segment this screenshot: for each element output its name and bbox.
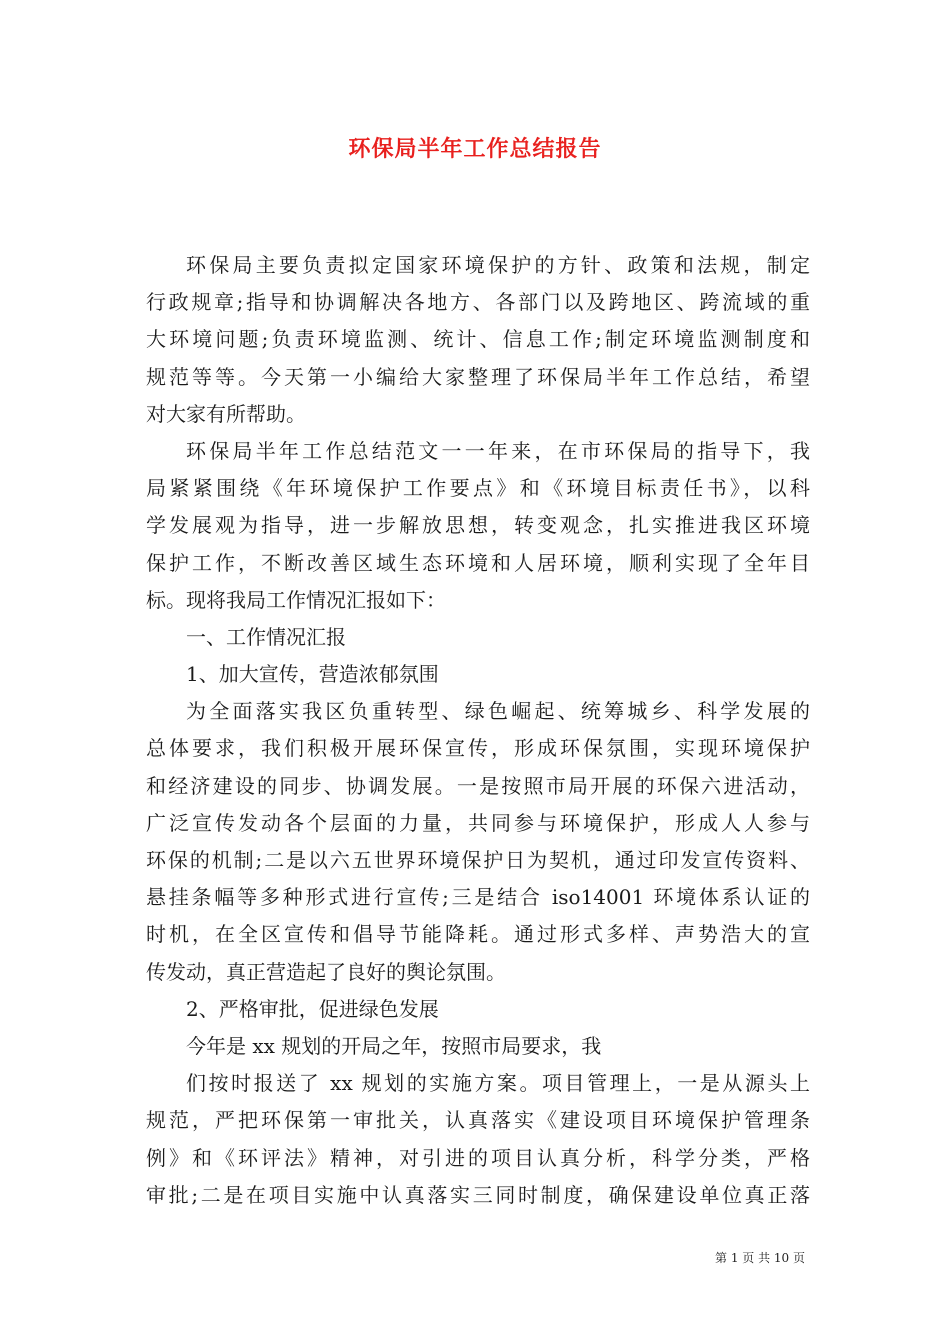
body-line: 规范等等。今天第一小编给大家整理了环保局半年工作总结，希望 bbox=[146, 364, 810, 389]
body-line: 标。现将我局工作情况汇报如下： bbox=[146, 587, 446, 612]
body-line: 行政规章;指导和协调解决各地方、各部门以及跨地区、跨流域的重 bbox=[146, 290, 810, 315]
body-line: 今年是 xx 规划的开局之年，按照市局要求，我 bbox=[186, 1033, 602, 1058]
body-line: 环保的机制;二是以六五世界环境保护日为契机，通过印发宣传资料、 bbox=[146, 848, 810, 872]
body-line: 总体要求，我们积极开展环保宣传，形成环保氛围，实现环境保护 bbox=[146, 736, 810, 761]
body-line: 局紧紧围绕《年环境保护工作要点》和《环境目标责任书》，以科 bbox=[146, 476, 810, 501]
body-line: 大环境问题;负责环境监测、统计、信息工作;制定环境监测制度和 bbox=[146, 327, 810, 352]
body-line: 广泛宣传发动各个层面的力量，共同参与环境保护，形成人人参与 bbox=[146, 810, 810, 835]
body-line: 为全面落实我区负重转型、绿色崛起、统筹城乡、科学发展的 bbox=[186, 699, 810, 724]
body-line: 对大家有所帮助。 bbox=[146, 401, 306, 426]
body-line: 环保局主要负责拟定国家环境保护的方针、政策和法规，制定 bbox=[186, 253, 810, 277]
body-line: 悬挂条幅等多种形式进行宣传;三是结合 iso14001 环境体系认证的 bbox=[146, 885, 810, 910]
document-body bbox=[146, 247, 810, 1214]
body-line: 和经济建设的同步、协调发展。一是按照市局开展的环保六进活动， bbox=[146, 773, 810, 798]
body-line: 环保局半年工作总结范文一一年来，在市环保局的指导下，我 bbox=[186, 438, 810, 463]
body-line: 们按时报送了 xx 规划的实施方案。项目管理上，一是从源头上 bbox=[186, 1071, 810, 1096]
body-line: 时机，在全区宣传和倡导节能降耗。通过形式多样、声势浩大的宣 bbox=[146, 922, 810, 947]
body-line: 一、工作情况汇报 bbox=[186, 624, 346, 649]
body-line: 审批;二是在项目实施中认真落实三同时制度，确保建设单位真正落 bbox=[146, 1182, 810, 1207]
body-line: 传发动，真正营造起了良好的舆论氛围。 bbox=[146, 959, 506, 984]
page-footer: 第 1 页 共 10 页 bbox=[715, 1251, 805, 1265]
body-line: 保护工作，不断改善区域生态环境和人居环境，顺利实现了全年目 bbox=[146, 550, 810, 575]
body-line: 学发展观为指导，进一步解放思想，转变观念，扎实推进我区环境 bbox=[146, 513, 810, 538]
document-title: 环保局半年工作总结报告 bbox=[348, 136, 602, 162]
body-line: 2、严格审批，促进绿色发展 bbox=[186, 996, 439, 1021]
body-line: 规范，严把环保第一审批关，认真落实《建设项目环境保护管理条 bbox=[146, 1108, 810, 1133]
body-line: 1、加大宣传，营造浓郁氛围 bbox=[186, 662, 439, 687]
body-line: 例》和《环评法》精神，对引进的项目认真分析，科学分类，严格 bbox=[146, 1145, 810, 1170]
